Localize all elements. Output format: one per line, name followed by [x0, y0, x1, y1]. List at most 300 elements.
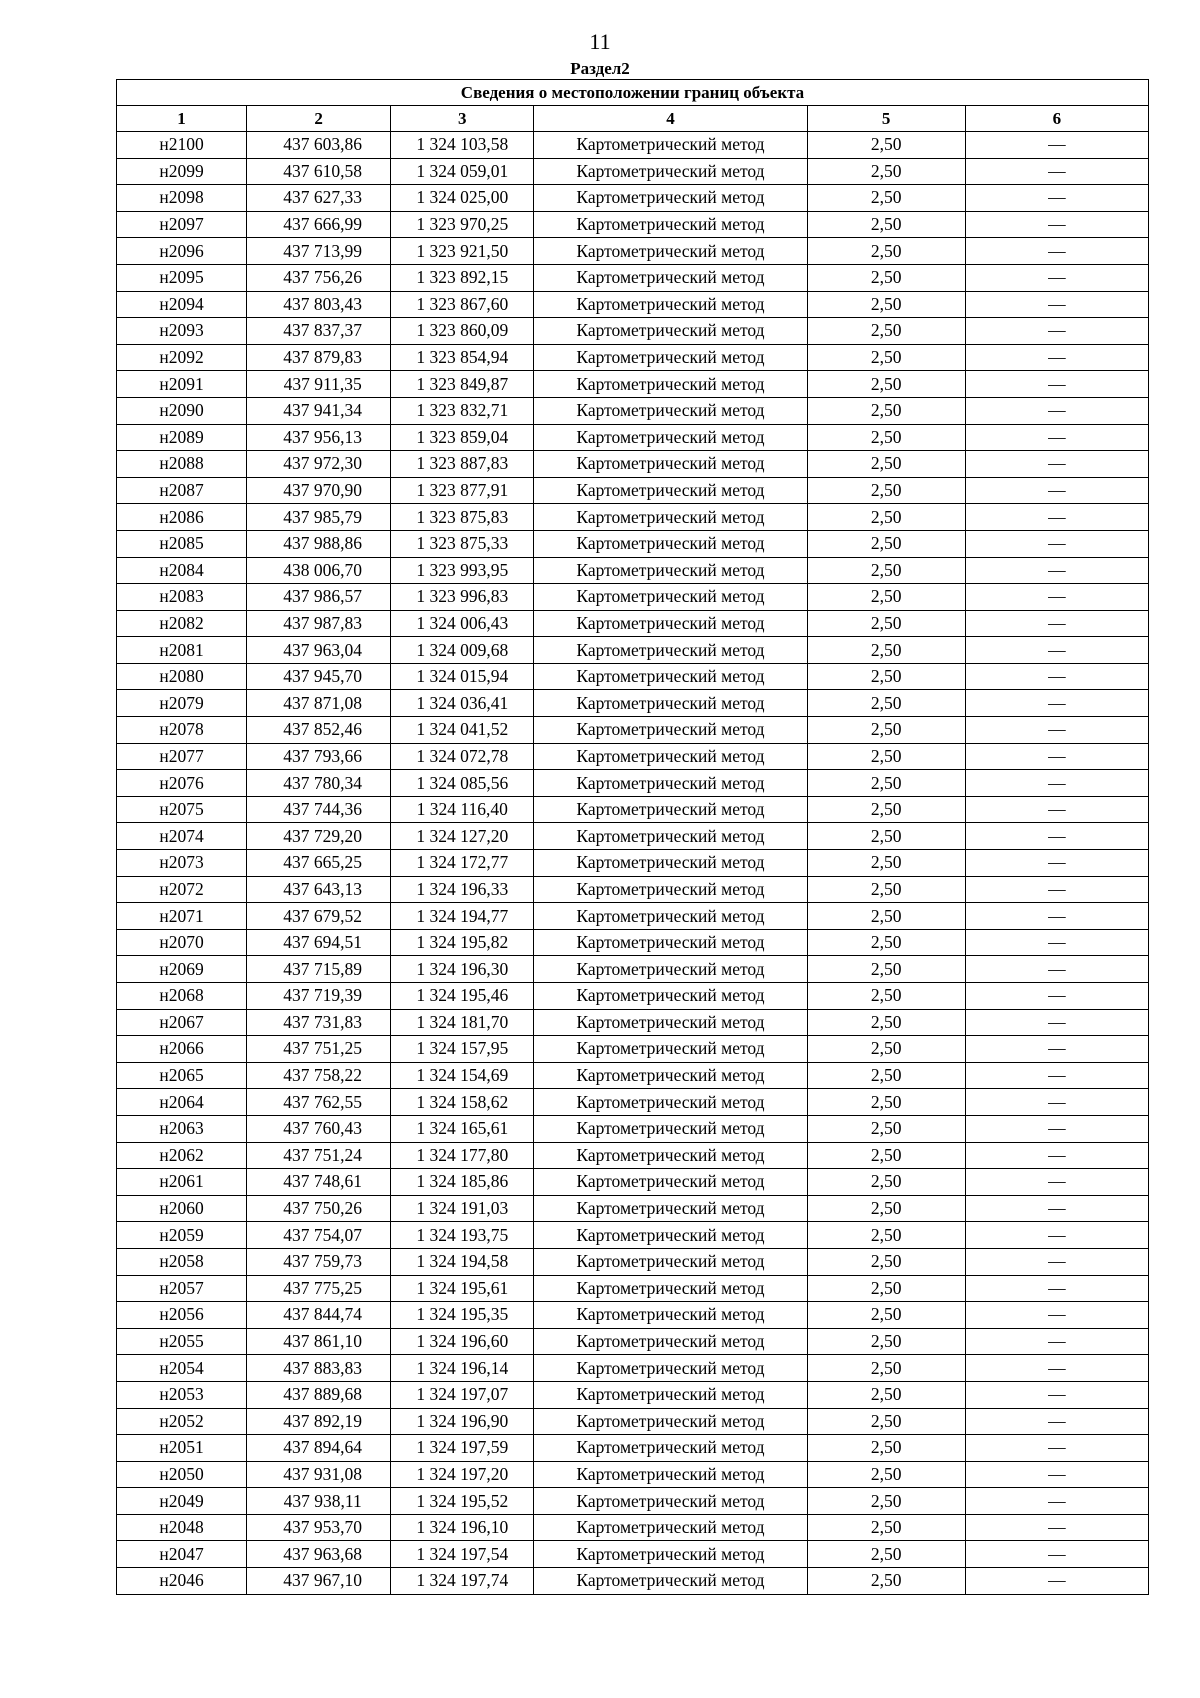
- y-coordinate-cell: 1 323 921,50: [391, 238, 534, 265]
- point-id-cell: н2070: [117, 929, 247, 956]
- y-coordinate-cell: 1 324 072,78: [391, 743, 534, 770]
- accuracy-cell: 2,50: [807, 371, 965, 398]
- x-coordinate-cell: 437 871,08: [247, 690, 391, 717]
- table-row: [117, 876, 1149, 903]
- y-coordinate-cell: 1 324 196,33: [391, 876, 534, 903]
- point-id-cell: н2088: [117, 451, 247, 478]
- y-coordinate-cell: 1 324 197,59: [391, 1435, 534, 1462]
- table-row: [117, 610, 1149, 637]
- x-coordinate-cell: 437 941,34: [247, 397, 391, 424]
- table-body: [117, 132, 1149, 1595]
- table-row: [117, 530, 1149, 557]
- method-cell: Картометрический метод: [534, 1302, 807, 1329]
- method-cell: Картометрический метод: [534, 1142, 807, 1169]
- point-id-cell: н2080: [117, 663, 247, 690]
- y-coordinate-cell: 1 324 195,52: [391, 1488, 534, 1515]
- y-coordinate-cell: 1 324 195,61: [391, 1275, 534, 1302]
- column-header: 2: [247, 106, 391, 132]
- description-cell: —: [965, 557, 1148, 584]
- description-cell: —: [965, 424, 1148, 451]
- method-cell: Картометрический метод: [534, 663, 807, 690]
- column-header: 1: [117, 106, 247, 132]
- method-cell: Картометрический метод: [534, 1568, 807, 1595]
- table-row: [117, 1461, 1149, 1488]
- point-id-cell: н2074: [117, 823, 247, 850]
- point-id-cell: н2077: [117, 743, 247, 770]
- x-coordinate-cell: 437 731,83: [247, 1009, 391, 1036]
- table-row: [117, 238, 1149, 265]
- table-title: Сведения о местоположении границ объекта: [117, 80, 1149, 106]
- y-coordinate-cell: 1 324 196,14: [391, 1355, 534, 1382]
- y-coordinate-cell: 1 324 196,60: [391, 1328, 534, 1355]
- x-coordinate-cell: 437 894,64: [247, 1435, 391, 1462]
- table-row: [117, 743, 1149, 770]
- method-cell: Картометрический метод: [534, 1514, 807, 1541]
- y-coordinate-cell: 1 324 085,56: [391, 770, 534, 797]
- accuracy-cell: 2,50: [807, 1275, 965, 1302]
- table-row: [117, 1568, 1149, 1595]
- description-cell: —: [965, 770, 1148, 797]
- section-label: Раздел2: [570, 59, 630, 78]
- x-coordinate-cell: 437 967,10: [247, 1568, 391, 1595]
- x-coordinate-cell: 437 666,99: [247, 211, 391, 238]
- description-cell: —: [965, 796, 1148, 823]
- accuracy-cell: 2,50: [807, 238, 965, 265]
- x-coordinate-cell: 437 780,34: [247, 770, 391, 797]
- y-coordinate-cell: 1 324 059,01: [391, 158, 534, 185]
- y-coordinate-cell: 1 324 015,94: [391, 663, 534, 690]
- point-id-cell: н2079: [117, 690, 247, 717]
- table-row: [117, 1169, 1149, 1196]
- description-cell: —: [965, 1568, 1148, 1595]
- description-cell: —: [965, 238, 1148, 265]
- method-cell: Картометрический метод: [534, 1461, 807, 1488]
- point-id-cell: н2082: [117, 610, 247, 637]
- method-cell: Картометрический метод: [534, 371, 807, 398]
- description-cell: —: [965, 132, 1148, 159]
- method-cell: Картометрический метод: [534, 344, 807, 371]
- description-cell: —: [965, 1089, 1148, 1116]
- accuracy-cell: 2,50: [807, 1488, 965, 1515]
- x-coordinate-cell: 437 756,26: [247, 264, 391, 291]
- accuracy-cell: 2,50: [807, 1089, 965, 1116]
- method-cell: Картометрический метод: [534, 1195, 807, 1222]
- accuracy-cell: 2,50: [807, 1435, 965, 1462]
- method-cell: Картометрический метод: [534, 1541, 807, 1568]
- table-header-row: [117, 106, 1149, 132]
- point-id-cell: н2067: [117, 1009, 247, 1036]
- method-cell: Картометрический метод: [534, 1328, 807, 1355]
- accuracy-cell: 2,50: [807, 796, 965, 823]
- y-coordinate-cell: 1 324 197,07: [391, 1381, 534, 1408]
- page-number: 11: [589, 29, 611, 54]
- table-row: [117, 371, 1149, 398]
- y-coordinate-cell: 1 324 197,20: [391, 1461, 534, 1488]
- table-row: [117, 1062, 1149, 1089]
- method-cell: Картометрический метод: [534, 850, 807, 877]
- description-cell: —: [965, 211, 1148, 238]
- description-cell: —: [965, 929, 1148, 956]
- x-coordinate-cell: 438 006,70: [247, 557, 391, 584]
- description-cell: —: [965, 185, 1148, 212]
- description-cell: —: [965, 584, 1148, 611]
- accuracy-cell: 2,50: [807, 637, 965, 664]
- method-cell: Картометрический метод: [534, 637, 807, 664]
- x-coordinate-cell: 437 679,52: [247, 903, 391, 930]
- accuracy-cell: 2,50: [807, 770, 965, 797]
- description-cell: —: [965, 530, 1148, 557]
- accuracy-cell: 2,50: [807, 1568, 965, 1595]
- method-cell: Картометрический метод: [534, 132, 807, 159]
- x-coordinate-cell: 437 892,19: [247, 1408, 391, 1435]
- accuracy-cell: 2,50: [807, 1169, 965, 1196]
- method-cell: Картометрический метод: [534, 397, 807, 424]
- accuracy-cell: 2,50: [807, 1062, 965, 1089]
- table-row: [117, 770, 1149, 797]
- method-cell: Картометрический метод: [534, 451, 807, 478]
- point-id-cell: н2095: [117, 264, 247, 291]
- accuracy-cell: 2,50: [807, 1408, 965, 1435]
- method-cell: Картометрический метод: [534, 823, 807, 850]
- accuracy-cell: 2,50: [807, 584, 965, 611]
- x-coordinate-cell: 437 972,30: [247, 451, 391, 478]
- point-id-cell: н2050: [117, 1461, 247, 1488]
- x-coordinate-cell: 437 665,25: [247, 850, 391, 877]
- table-row: [117, 132, 1149, 159]
- method-cell: Картометрический метод: [534, 1115, 807, 1142]
- point-id-cell: н2046: [117, 1568, 247, 1595]
- accuracy-cell: 2,50: [807, 1355, 965, 1382]
- description-cell: —: [965, 158, 1148, 185]
- x-coordinate-cell: 437 889,68: [247, 1381, 391, 1408]
- description-cell: —: [965, 1381, 1148, 1408]
- table-row: [117, 211, 1149, 238]
- description-cell: —: [965, 344, 1148, 371]
- description-cell: —: [965, 956, 1148, 983]
- accuracy-cell: 2,50: [807, 504, 965, 531]
- point-id-cell: н2075: [117, 796, 247, 823]
- table-row: [117, 690, 1149, 717]
- accuracy-cell: 2,50: [807, 1514, 965, 1541]
- accuracy-cell: 2,50: [807, 1036, 965, 1063]
- point-id-cell: н2051: [117, 1435, 247, 1462]
- method-cell: Картометрический метод: [534, 956, 807, 983]
- x-coordinate-cell: 437 713,99: [247, 238, 391, 265]
- y-coordinate-cell: 1 323 875,83: [391, 504, 534, 531]
- y-coordinate-cell: 1 323 993,95: [391, 557, 534, 584]
- accuracy-cell: 2,50: [807, 956, 965, 983]
- method-cell: Картометрический метод: [534, 264, 807, 291]
- point-id-cell: н2059: [117, 1222, 247, 1249]
- table-row: [117, 504, 1149, 531]
- method-cell: Картометрический метод: [534, 1408, 807, 1435]
- table-row: [117, 1009, 1149, 1036]
- y-coordinate-cell: 1 324 196,90: [391, 1408, 534, 1435]
- x-coordinate-cell: 437 627,33: [247, 185, 391, 212]
- y-coordinate-cell: 1 324 165,61: [391, 1115, 534, 1142]
- table-row: [117, 796, 1149, 823]
- x-coordinate-cell: 437 793,66: [247, 743, 391, 770]
- x-coordinate-cell: 437 879,83: [247, 344, 391, 371]
- method-cell: Картометрический метод: [534, 584, 807, 611]
- x-coordinate-cell: 437 911,35: [247, 371, 391, 398]
- table-row: [117, 451, 1149, 478]
- point-id-cell: н2060: [117, 1195, 247, 1222]
- point-id-cell: н2087: [117, 477, 247, 504]
- point-id-cell: н2090: [117, 397, 247, 424]
- table-row: [117, 1036, 1149, 1063]
- method-cell: Картометрический метод: [534, 1275, 807, 1302]
- table-row: [117, 344, 1149, 371]
- table-row: [117, 1381, 1149, 1408]
- accuracy-cell: 2,50: [807, 318, 965, 345]
- y-coordinate-cell: 1 323 887,83: [391, 451, 534, 478]
- table-row: [117, 1275, 1149, 1302]
- table-row: [117, 1355, 1149, 1382]
- y-coordinate-cell: 1 323 996,83: [391, 584, 534, 611]
- x-coordinate-cell: 437 988,86: [247, 530, 391, 557]
- description-cell: —: [965, 1435, 1148, 1462]
- table-row: [117, 663, 1149, 690]
- point-id-cell: н2099: [117, 158, 247, 185]
- description-cell: —: [965, 1275, 1148, 1302]
- table-row: [117, 1488, 1149, 1515]
- point-id-cell: н2066: [117, 1036, 247, 1063]
- x-coordinate-cell: 437 883,83: [247, 1355, 391, 1382]
- point-id-cell: н2089: [117, 424, 247, 451]
- table-row: [117, 850, 1149, 877]
- description-cell: —: [965, 663, 1148, 690]
- point-id-cell: н2057: [117, 1275, 247, 1302]
- method-cell: Картометрический метод: [534, 983, 807, 1010]
- method-cell: Картометрический метод: [534, 318, 807, 345]
- x-coordinate-cell: 437 986,57: [247, 584, 391, 611]
- point-id-cell: н2083: [117, 584, 247, 611]
- x-coordinate-cell: 437 759,73: [247, 1248, 391, 1275]
- x-coordinate-cell: 437 931,08: [247, 1461, 391, 1488]
- accuracy-cell: 2,50: [807, 1328, 965, 1355]
- accuracy-cell: 2,50: [807, 610, 965, 637]
- method-cell: Картометрический метод: [534, 690, 807, 717]
- table-row: [117, 1089, 1149, 1116]
- table-row: [117, 397, 1149, 424]
- description-cell: —: [965, 876, 1148, 903]
- y-coordinate-cell: 1 324 041,52: [391, 717, 534, 744]
- table-row: [117, 291, 1149, 318]
- accuracy-cell: 2,50: [807, 1381, 965, 1408]
- accuracy-cell: 2,50: [807, 743, 965, 770]
- x-coordinate-cell: 437 963,68: [247, 1541, 391, 1568]
- description-cell: —: [965, 717, 1148, 744]
- point-id-cell: н2078: [117, 717, 247, 744]
- description-cell: —: [965, 504, 1148, 531]
- accuracy-cell: 2,50: [807, 185, 965, 212]
- method-cell: Картометрический метод: [534, 557, 807, 584]
- method-cell: Картометрический метод: [534, 1169, 807, 1196]
- method-cell: Картометрический метод: [534, 876, 807, 903]
- y-coordinate-cell: 1 324 127,20: [391, 823, 534, 850]
- method-cell: Картометрический метод: [534, 1222, 807, 1249]
- description-cell: —: [965, 318, 1148, 345]
- x-coordinate-cell: 437 715,89: [247, 956, 391, 983]
- point-id-cell: н2058: [117, 1248, 247, 1275]
- accuracy-cell: 2,50: [807, 1195, 965, 1222]
- accuracy-cell: 2,50: [807, 424, 965, 451]
- point-id-cell: н2055: [117, 1328, 247, 1355]
- description-cell: —: [965, 1355, 1148, 1382]
- accuracy-cell: 2,50: [807, 850, 965, 877]
- table-row: [117, 1302, 1149, 1329]
- method-cell: Картометрический метод: [534, 610, 807, 637]
- table-row: [117, 1408, 1149, 1435]
- point-id-cell: н2094: [117, 291, 247, 318]
- table-row: [117, 929, 1149, 956]
- point-id-cell: н2063: [117, 1115, 247, 1142]
- x-coordinate-cell: 437 945,70: [247, 663, 391, 690]
- accuracy-cell: 2,50: [807, 823, 965, 850]
- column-header: 4: [534, 106, 807, 132]
- point-id-cell: н2052: [117, 1408, 247, 1435]
- y-coordinate-cell: 1 323 849,87: [391, 371, 534, 398]
- point-id-cell: н2061: [117, 1169, 247, 1196]
- x-coordinate-cell: 437 803,43: [247, 291, 391, 318]
- y-coordinate-cell: 1 324 194,58: [391, 1248, 534, 1275]
- description-cell: —: [965, 451, 1148, 478]
- x-coordinate-cell: 437 748,61: [247, 1169, 391, 1196]
- description-cell: —: [965, 743, 1148, 770]
- y-coordinate-cell: 1 324 172,77: [391, 850, 534, 877]
- table-row: [117, 584, 1149, 611]
- method-cell: Картометрический метод: [534, 1248, 807, 1275]
- method-cell: Картометрический метод: [534, 903, 807, 930]
- table-row: [117, 823, 1149, 850]
- point-id-cell: н2098: [117, 185, 247, 212]
- accuracy-cell: 2,50: [807, 158, 965, 185]
- y-coordinate-cell: 1 324 036,41: [391, 690, 534, 717]
- accuracy-cell: 2,50: [807, 530, 965, 557]
- description-cell: —: [965, 1461, 1148, 1488]
- description-cell: —: [965, 397, 1148, 424]
- description-cell: —: [965, 1062, 1148, 1089]
- table-row: [117, 637, 1149, 664]
- description-cell: —: [965, 1115, 1148, 1142]
- x-coordinate-cell: 437 744,36: [247, 796, 391, 823]
- method-cell: Картометрический метод: [534, 238, 807, 265]
- description-cell: —: [965, 1142, 1148, 1169]
- description-cell: —: [965, 983, 1148, 1010]
- table-row: [117, 1222, 1149, 1249]
- point-id-cell: н2085: [117, 530, 247, 557]
- accuracy-cell: 2,50: [807, 1302, 965, 1329]
- point-id-cell: н2097: [117, 211, 247, 238]
- point-id-cell: н2056: [117, 1302, 247, 1329]
- accuracy-cell: 2,50: [807, 903, 965, 930]
- method-cell: Картометрический метод: [534, 929, 807, 956]
- y-coordinate-cell: 1 323 892,15: [391, 264, 534, 291]
- point-id-cell: н2086: [117, 504, 247, 531]
- point-id-cell: н2048: [117, 1514, 247, 1541]
- x-coordinate-cell: 437 963,04: [247, 637, 391, 664]
- y-coordinate-cell: 1 324 177,80: [391, 1142, 534, 1169]
- point-id-cell: н2073: [117, 850, 247, 877]
- accuracy-cell: 2,50: [807, 451, 965, 478]
- x-coordinate-cell: 437 938,11: [247, 1488, 391, 1515]
- method-cell: Картометрический метод: [534, 743, 807, 770]
- description-cell: —: [965, 477, 1148, 504]
- x-coordinate-cell: 437 758,22: [247, 1062, 391, 1089]
- table-row: [117, 158, 1149, 185]
- y-coordinate-cell: 1 324 006,43: [391, 610, 534, 637]
- x-coordinate-cell: 437 754,07: [247, 1222, 391, 1249]
- x-coordinate-cell: 437 775,25: [247, 1275, 391, 1302]
- point-id-cell: н2081: [117, 637, 247, 664]
- x-coordinate-cell: 437 610,58: [247, 158, 391, 185]
- column-header: 6: [965, 106, 1148, 132]
- point-id-cell: н2049: [117, 1488, 247, 1515]
- y-coordinate-cell: 1 324 193,75: [391, 1222, 534, 1249]
- table-row: [117, 1248, 1149, 1275]
- method-cell: Картометрический метод: [534, 717, 807, 744]
- y-coordinate-cell: 1 323 860,09: [391, 318, 534, 345]
- accuracy-cell: 2,50: [807, 1248, 965, 1275]
- x-coordinate-cell: 437 985,79: [247, 504, 391, 531]
- table-row: [117, 424, 1149, 451]
- y-coordinate-cell: 1 323 832,71: [391, 397, 534, 424]
- x-coordinate-cell: 437 643,13: [247, 876, 391, 903]
- x-coordinate-cell: 437 760,43: [247, 1115, 391, 1142]
- accuracy-cell: 2,50: [807, 663, 965, 690]
- accuracy-cell: 2,50: [807, 690, 965, 717]
- y-coordinate-cell: 1 324 197,54: [391, 1541, 534, 1568]
- column-header: 5: [807, 106, 965, 132]
- description-cell: —: [965, 1222, 1148, 1249]
- y-coordinate-cell: 1 324 196,10: [391, 1514, 534, 1541]
- accuracy-cell: 2,50: [807, 876, 965, 903]
- table-row: [117, 1195, 1149, 1222]
- y-coordinate-cell: 1 323 867,60: [391, 291, 534, 318]
- point-id-cell: н2054: [117, 1355, 247, 1382]
- method-cell: Картометрический метод: [534, 1009, 807, 1036]
- point-id-cell: н2064: [117, 1089, 247, 1116]
- point-id-cell: н2093: [117, 318, 247, 345]
- y-coordinate-cell: 1 324 195,82: [391, 929, 534, 956]
- accuracy-cell: 2,50: [807, 1541, 965, 1568]
- description-cell: —: [965, 1302, 1148, 1329]
- accuracy-cell: 2,50: [807, 1115, 965, 1142]
- accuracy-cell: 2,50: [807, 1009, 965, 1036]
- accuracy-cell: 2,50: [807, 477, 965, 504]
- table-row: [117, 983, 1149, 1010]
- description-cell: —: [965, 1036, 1148, 1063]
- point-id-cell: н2068: [117, 983, 247, 1010]
- point-id-cell: н2065: [117, 1062, 247, 1089]
- point-id-cell: н2069: [117, 956, 247, 983]
- x-coordinate-cell: 437 837,37: [247, 318, 391, 345]
- y-coordinate-cell: 1 324 157,95: [391, 1036, 534, 1063]
- point-id-cell: н2092: [117, 344, 247, 371]
- accuracy-cell: 2,50: [807, 291, 965, 318]
- description-cell: —: [965, 1488, 1148, 1515]
- method-cell: Картометрический метод: [534, 291, 807, 318]
- description-cell: —: [965, 1514, 1148, 1541]
- table-row: [117, 956, 1149, 983]
- point-id-cell: н2071: [117, 903, 247, 930]
- x-coordinate-cell: 437 852,46: [247, 717, 391, 744]
- description-cell: —: [965, 1408, 1148, 1435]
- description-cell: —: [965, 903, 1148, 930]
- y-coordinate-cell: 1 324 025,00: [391, 185, 534, 212]
- y-coordinate-cell: 1 323 859,04: [391, 424, 534, 451]
